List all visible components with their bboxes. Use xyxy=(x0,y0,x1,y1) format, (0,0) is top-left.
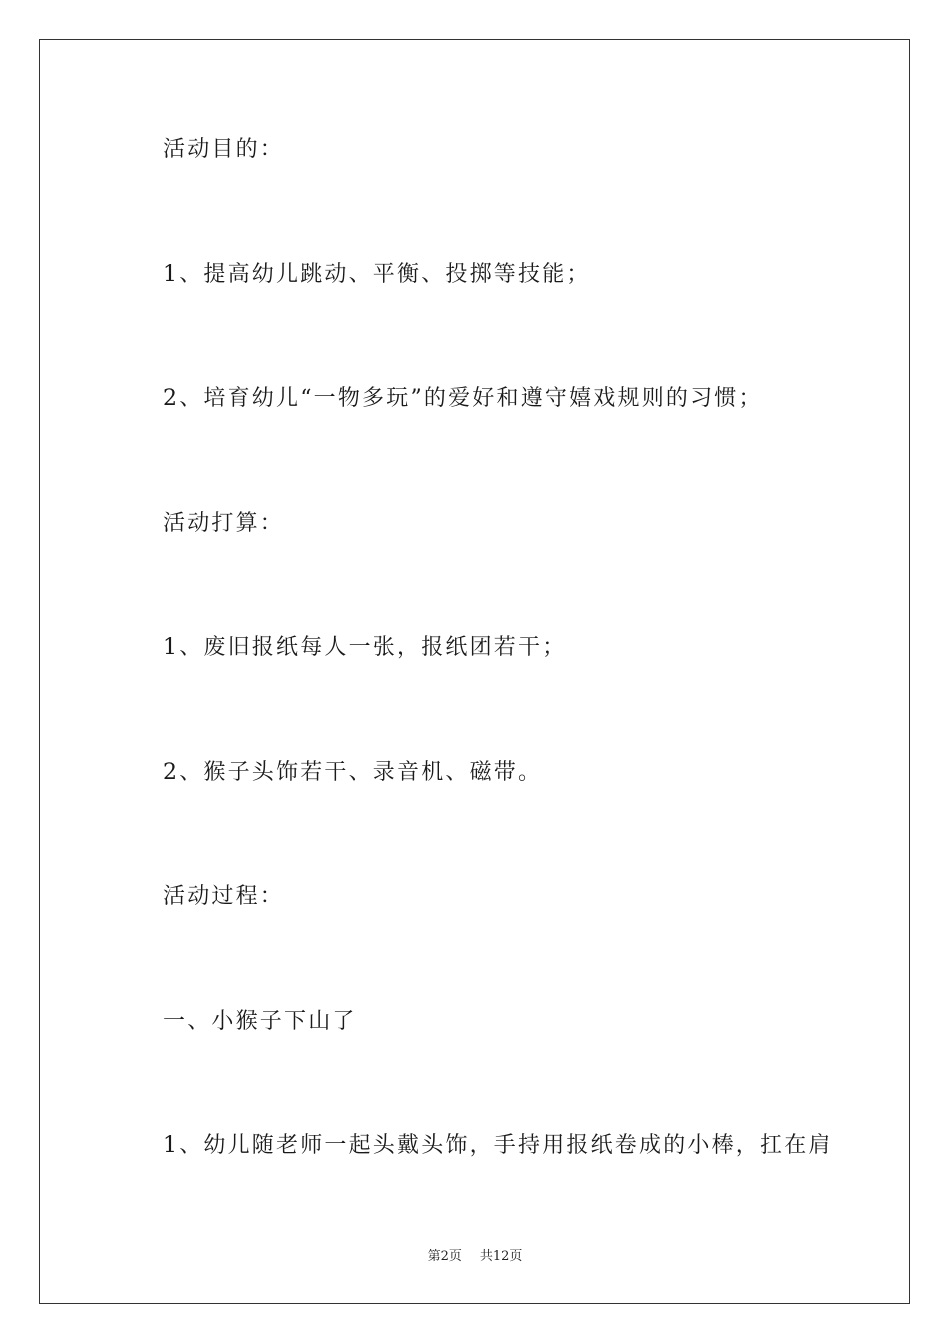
page-border xyxy=(39,39,910,1304)
page-footer xyxy=(0,1248,950,1266)
heading-activity-preparation: 活动打算： xyxy=(163,511,285,536)
page-number: 第2页 xyxy=(427,1249,462,1264)
paragraph-process-1: 1、幼儿随老师一起头戴头饰，手持用报纸卷成的小棒，扛在肩 xyxy=(163,1133,833,1158)
total-pages: 共12页 xyxy=(479,1249,523,1264)
heading-activity-process: 活动过程： xyxy=(163,884,285,909)
paragraph-preparation-2: 2、猴子头饰若干、录音机、磁带。 xyxy=(163,760,543,785)
subheading-section-1: 一、小猴子下山了 xyxy=(163,1009,357,1034)
heading-activity-goals: 活动目的： xyxy=(163,137,285,162)
paragraph-preparation-1: 1、废旧报纸每人一张，报纸团若干； xyxy=(163,635,567,660)
paragraph-goal-2: 2、培育幼儿“一物多玩”的爱好和遵守嬉戏规则的习惯； xyxy=(163,386,763,411)
paragraph-goal-1: 1、提高幼儿跳动、平衡、投掷等技能； xyxy=(163,262,591,287)
